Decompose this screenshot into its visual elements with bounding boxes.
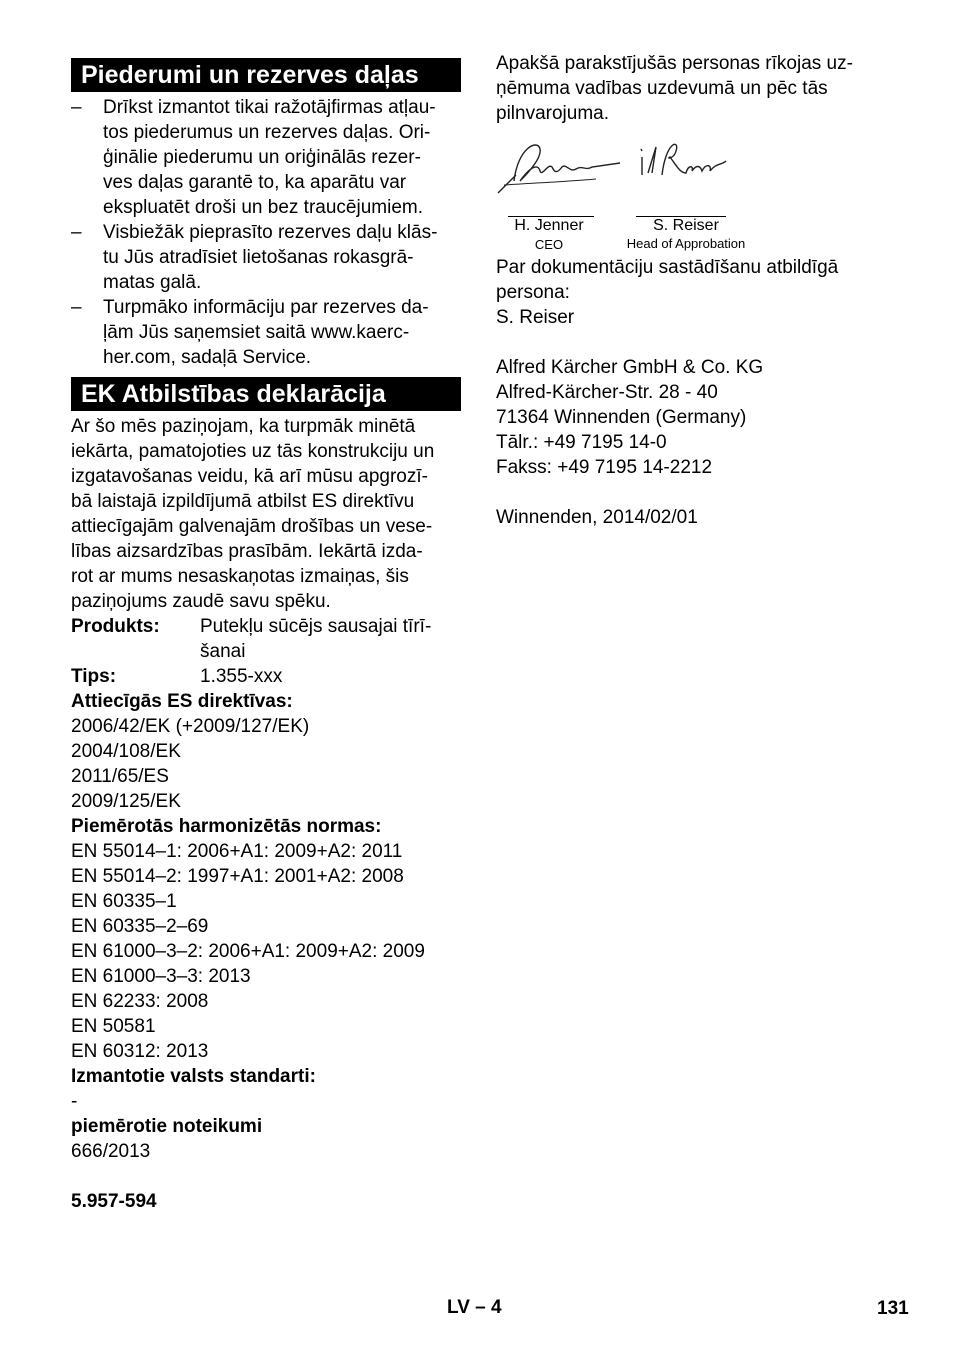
bullet-item bbox=[71, 95, 461, 220]
signatory-name: S. Reiser bbox=[653, 217, 719, 234]
text-line: S. Reiser bbox=[496, 307, 575, 328]
product-row bbox=[71, 614, 461, 664]
signatures bbox=[496, 135, 896, 252]
company-address bbox=[496, 355, 896, 480]
text-line: Alfred Kärcher GmbH & Co. KG bbox=[496, 357, 764, 378]
type-value: 1.355-xxx bbox=[200, 666, 283, 687]
text-line: Alfred-Kärcher-Str. 28 - 40 bbox=[496, 382, 718, 403]
text-line: ņēmuma vadības uzdevumā un pēc tās bbox=[496, 78, 828, 99]
signature-reiser bbox=[636, 135, 736, 185]
text-line: her.com, sadaļā Service. bbox=[103, 347, 312, 368]
rules-value: 666/2013 bbox=[71, 1141, 151, 1162]
directives-label: Attiecīgās ES direktīvas: bbox=[71, 691, 293, 712]
bullet-dash: – bbox=[71, 297, 82, 318]
directive-item: 2006/42/EK (+2009/127/EK) bbox=[71, 716, 310, 737]
norm-item: EN 60335–1 bbox=[71, 891, 177, 912]
text-line: Fakss: +49 7195 14-2212 bbox=[496, 457, 713, 478]
signatory-jenner bbox=[504, 217, 594, 253]
norm-item: EN 55014–2: 1997+A1: 2001+A2: 2008 bbox=[71, 866, 404, 887]
norm-item: EN 61000–3–3: 2013 bbox=[71, 966, 251, 987]
norm-item: EN 60312: 2013 bbox=[71, 1041, 209, 1062]
product-label: Produkts: bbox=[71, 616, 160, 637]
text-line: ves daļas garantē to, ka aparātu var bbox=[103, 172, 407, 193]
directive-item: 2009/125/EK bbox=[71, 791, 181, 812]
section-heading-accessories: Piederumi un rezerves daļas bbox=[71, 58, 461, 92]
text-line: ļām Jūs saņemsiet saitā www.kaerc- bbox=[103, 322, 410, 343]
bullet-dash: – bbox=[71, 222, 82, 243]
text-line: Drīkst izmantot tikai ražotājfirmas atļau- bbox=[103, 97, 436, 118]
place-date: Winnenden, 2014/02/01 bbox=[496, 507, 698, 528]
text-line: Putekļu sūcējs sausajai tīrī- bbox=[200, 616, 432, 637]
signatory-title: Head of Approbation bbox=[626, 236, 746, 251]
text-line: persona: bbox=[496, 282, 570, 303]
text-line: iekārta, pamatojoties uz tās konstrukciju un bbox=[71, 441, 435, 462]
signature-jenner bbox=[496, 137, 626, 195]
rules-label: piemērotie noteikumi bbox=[71, 1116, 263, 1137]
text-line: ekspluatēt droši un bez traucējumiem. bbox=[103, 197, 423, 218]
text-line: Ar šo mēs paziņojam, ka turpmāk minētā bbox=[71, 416, 416, 437]
signatory-name: H. Jenner bbox=[514, 217, 584, 234]
norm-item: EN 60335–2–69 bbox=[71, 916, 209, 937]
text-line: bā laistajā izpildījumā atbilst ES direktīvu bbox=[71, 491, 415, 512]
bullet-item bbox=[71, 220, 461, 295]
text-line: Apakšā parakstījušās personas rīkojas uz- bbox=[496, 53, 853, 74]
text-line: šanai bbox=[200, 641, 246, 662]
bullet-dash: – bbox=[71, 97, 82, 118]
text-line: matas galā. bbox=[103, 272, 202, 293]
type-label: Tips: bbox=[71, 666, 117, 687]
text-line: rot ar mums nesaskaņotas izmaiņas, šis bbox=[71, 566, 409, 587]
norm-item: EN 61000–3–2: 2006+A1: 2009+A2: 2009 bbox=[71, 941, 425, 962]
signatory-title: CEO bbox=[534, 237, 564, 252]
norms-label: Piemērotās harmonizētās normas: bbox=[71, 816, 382, 837]
text-line: paziņojums zaudē savu spēku. bbox=[71, 591, 331, 612]
text-line: lības aizsardzības prasībām. Iekārtā izda- bbox=[71, 541, 423, 562]
norm-item: EN 62233: 2008 bbox=[71, 991, 209, 1012]
text-line: Visbiežāk pieprasīto rezerves daļu klās- bbox=[103, 222, 438, 243]
signatories-text bbox=[496, 51, 896, 126]
bullet-item bbox=[71, 295, 461, 370]
text-line: tu Jūs atradīsiet lietošanas rokasgrā- bbox=[103, 247, 414, 268]
declaration-intro bbox=[71, 414, 461, 614]
norm-item: EN 55014–1: 2006+A1: 2009+A2: 2011 bbox=[71, 841, 403, 862]
left-column bbox=[71, 58, 461, 1214]
national-standards-label: Izmantotie valsts standarti: bbox=[71, 1066, 316, 1087]
text-line: Tālr.: +49 7195 14-0 bbox=[496, 432, 667, 453]
national-standards-value: - bbox=[71, 1091, 78, 1112]
section-heading-declaration: EK Atbilstības deklarācija bbox=[71, 377, 461, 411]
signatory-reiser bbox=[621, 217, 751, 252]
type-row bbox=[71, 664, 461, 689]
footer-language-page: LV – 4 bbox=[447, 1297, 502, 1318]
document-number: 5.957-594 bbox=[71, 1191, 157, 1212]
directive-item: 2011/65/ES bbox=[71, 766, 169, 787]
page-number: 131 bbox=[877, 1298, 909, 1319]
text-line: izgatavošanas veidu, kā arī mūsu apgrozī- bbox=[71, 466, 428, 487]
text-line: ģinālie piederumu un oriģinālās rezer- bbox=[103, 147, 421, 168]
product-value bbox=[200, 614, 461, 664]
directive-item: 2004/108/EK bbox=[71, 741, 181, 762]
text-line: 71364 Winnenden (Germany) bbox=[496, 407, 747, 428]
text-line: Turpmāko informāciju par rezerves da- bbox=[103, 297, 429, 318]
text-line: pilnvarojuma. bbox=[496, 103, 609, 124]
text-line: attiecīgajām galvenajām drošības un vese- bbox=[71, 516, 433, 537]
norm-item: EN 50581 bbox=[71, 1016, 156, 1037]
documentation-responsible bbox=[496, 255, 896, 330]
text-line: tos piederumus un rezerves daļas. Ori- bbox=[103, 122, 431, 143]
right-column bbox=[496, 51, 896, 530]
text-line: Par dokumentāciju sastādīšanu atbildīgā bbox=[496, 257, 839, 278]
